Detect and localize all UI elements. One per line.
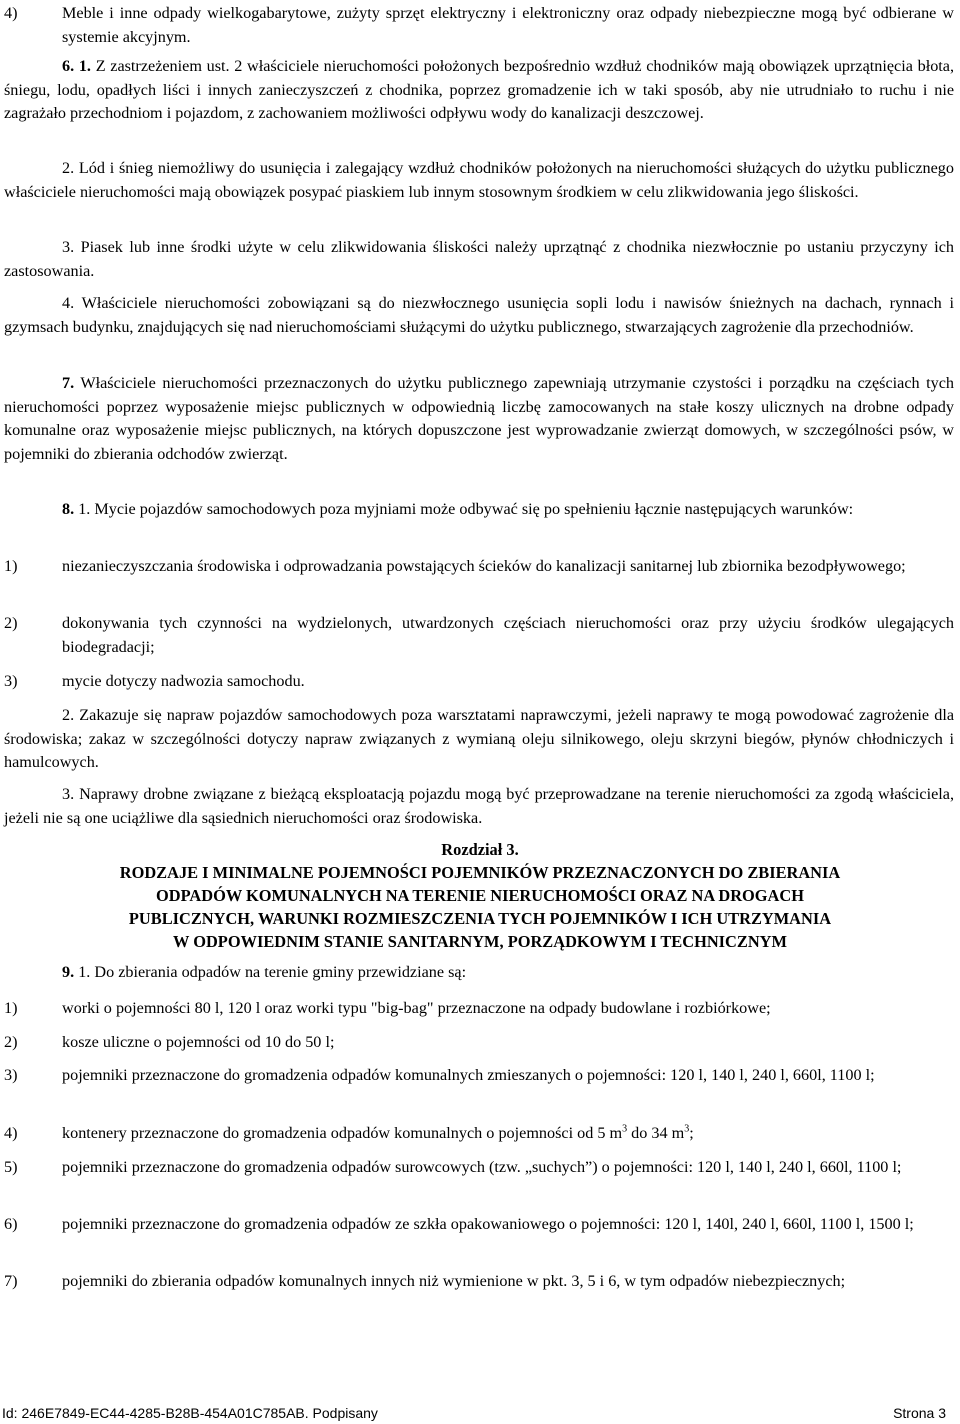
item-number: 6) (4, 1215, 18, 1233)
page-footer (0, 1404, 946, 1424)
document-id: Id: 246E7849-EC44-4285-B28B-454A01C785AB. Podpisany (2, 1405, 378, 1421)
paragraph-text: Lód i śnieg niemożliwy do usunięcia i zalegający wzdłuż chodników położonych na nieruchomości służących do użytku publicznego właściciele nieruchomości mają obowiązek posypać piaskiem lub innym stosownym środkiem w celu zlikwidowania jego śliskości. (4, 159, 954, 201)
item-number: 1) (4, 999, 18, 1017)
item-number: 4) (4, 1124, 18, 1142)
item-text: Meble i inne odpady wielkogabarytowe, zużyty sprzęt elektryczny i elektroniczny oraz odpady niebezpieczne mogą być odbierane w systemie akcyjnym. (62, 4, 954, 46)
item-number: 1) (4, 557, 18, 575)
item-number: 5) (4, 1158, 18, 1176)
list-item (4, 997, 954, 1021)
paragraph-6-3 (4, 236, 954, 283)
paragraph-subnumber: 1. (78, 963, 91, 981)
item-number: 4) (4, 4, 18, 22)
list-item (4, 2, 954, 49)
paragraph-6-1 (4, 55, 954, 126)
paragraph-number: 8. (62, 500, 75, 518)
paragraph-subnumber: 1. (78, 500, 91, 518)
paragraph-number: 9. (62, 963, 75, 981)
item-number: 3) (4, 672, 18, 690)
paragraph-9-1 (4, 961, 954, 985)
item-text: niezanieczyszczania środowiska i odprowadzania powstających ścieków do kanalizacji sanitarnej lub zbiornika bezodpływowego; (62, 557, 906, 575)
paragraph-number: 7. (62, 374, 75, 392)
chapter-title: Rozdział 3. (441, 840, 519, 859)
list-item (4, 612, 954, 659)
item-text: kontenery przeznaczone do gromadzenia odpadów komunalnych o pojemności od 5 $m^3$ do 34 $m^3$; (62, 1123, 694, 1142)
page-number: Strona 3 (893, 1405, 946, 1421)
paragraph-number: 3. (62, 785, 75, 803)
paragraph-number: 6. 1. (62, 57, 91, 75)
item-text: kosze uliczne o pojemności od 10 do 50 l; (62, 1033, 335, 1051)
paragraph-8-3 (4, 783, 954, 830)
list-item (4, 555, 954, 579)
paragraph-6-2 (4, 157, 954, 204)
paragraph-text: Naprawy drobne związane z bieżącą eksploatacją pojazdu mogą być przeprowadzane na terenie nieruchomości za zgodą właściciela, jeżeli nie są one uciążliwe dla sąsiednich nieruchomości oraz środowiska. (4, 785, 954, 827)
paragraph-6-4 (4, 292, 954, 339)
paragraph-text: Właściciele nieruchomości zobowiązani są do niezwłocznego usunięcia sopli lodu i nawisów śnieżnych na dachach, rynnach i gzymsach budynku, znajdujących się nad nieruchomościami służącymi do użytku publicznego, stwarzających zagrożenie dla przechodniów. (4, 294, 954, 336)
item-number: 2) (4, 614, 18, 632)
item-number: 7) (4, 1272, 18, 1290)
paragraph-8-1 (4, 498, 954, 522)
paragraph-text: Zakazuje się napraw pojazdów samochodowych poza warsztatami naprawczymi, jeżeli naprawy te mogą powodować zagrożenie dla środowiska; zakaz w szczególności dotyczy napraw związanych z wymianą oleju silnikowego, oleju skrzyni biegów, płynów chłodniczych i hamulcowych. (4, 706, 955, 771)
list-item (4, 1031, 954, 1055)
paragraph-text: Mycie pojazdów samochodowych poza myjniami może odbywać się po spełnieniu łącznie następujących warunków: (94, 500, 854, 518)
item-text: pojemniki przeznaczone do gromadzenia odpadów ze szkła opakowaniowego o pojemności: 120 l, 140l, 240 l, 660l, 1100 l, 1500 l; (62, 1215, 914, 1233)
paragraph-number: 2. (62, 159, 75, 177)
item-text: mycie dotyczy nadwozia samochodu. (62, 672, 305, 690)
item-text: pojemniki przeznaczone do gromadzenia odpadów surowcowych (tzw. „suchych”) o pojemności: 120 l, 140 l, 240 l, 660l, 1100 l; (62, 1158, 902, 1176)
paragraph-text: Właściciele nieruchomości przeznaczonych do użytku publicznego zapewniają utrzymanie czystości i porządku na częściach tych nieruchomości poprzez wyposażenie miejsc publicznych w odpowiednią liczbę zamocowanych na stałe koszy ulicznych na drobne odpady komunalne oraz wyposażenie miejsc publicznych, na których dopuszczone jest wyprowadzanie zwierząt domowych, w szczególności psów, w pojemniki do zbierania odchodów zwierząt. (4, 374, 954, 463)
list-item (4, 1213, 954, 1237)
list-item (4, 1064, 954, 1088)
item-text: worki o pojemności 80 l, 120 l oraz worki typu "big-bag" przeznaczone na odpady budowlane i rozbiórkowe; (62, 999, 771, 1017)
paragraph-8-2 (4, 704, 954, 775)
chapter-heading-line: PUBLICZNYCH, WARUNKI ROZMIESZCZENIA TYCH POJEMNIKÓW I ICH UTRZYMANIA (128, 909, 832, 928)
paragraph-number: 4. (62, 294, 75, 312)
list-item (4, 1156, 954, 1180)
paragraph-text: Piasek lub inne środki użyte w celu zlikwidowania śliskości należy uprzątnąć z chodnika niezwłocznie po ustaniu przyczyny ich zastosowania. (4, 238, 955, 280)
list-item (4, 1122, 954, 1146)
paragraph-text: Do zbierania odpadów na terenie gminy przewidziane są: (94, 963, 467, 981)
paragraph-7 (4, 372, 954, 466)
paragraph-number: 2. (62, 706, 75, 724)
item-number: 3) (4, 1066, 18, 1084)
item-text: pojemniki przeznaczone do gromadzenia odpadów komunalnych zmieszanych o pojemności: 120 l, 140 l, 240 l, 660l, 1100 l; (62, 1066, 875, 1084)
paragraph-text: Z zastrzeżeniem ust. 2 właściciele nieruchomości położonych bezpośrednio wzdłuż chodników mają obowiązek uprzątnięcia błota, śniegu, lodu, opadłych liści i innych zanieczyszczeń z chodnika, poprzez gromadzenie ich w taki sposób, aby nie utrudniało to ruchu i nie zagrażało przechodniom i pojazdom, z zachowaniem możliwości odpływu wody do kanalizacji deszczowej. (4, 57, 955, 122)
item-text: dokonywania tych czynności na wydzielonych, utwardzonych częściach nieruchomości oraz przy użyciu środków ulegających biodegradacji; (62, 614, 954, 656)
chapter-heading-line: RODZAJE I MINIMALNE POJEMNOŚCI POJEMNIKÓW PRZEZNACZONYCH DO ZBIERANIA (119, 863, 841, 882)
paragraph-number: 3. (62, 238, 75, 256)
list-item (4, 1270, 954, 1294)
chapter-heading-line: ODPADÓW KOMUNALNYCH NA TERENIE NIERUCHOMOŚCI ORAZ NA DROGACH (156, 886, 804, 905)
item-number: 2) (4, 1033, 18, 1051)
item-text: pojemniki do zbierania odpadów komunalnych innych niż wymienione w pkt. 3, 5 i 6, w tym odpadów niebezpiecznych; (62, 1272, 846, 1290)
list-item (4, 670, 954, 694)
chapter-heading-line: W ODPOWIEDNIM STANIE SANITARNYM, PORZĄDKOWYM I TECHNICZNYM (173, 932, 787, 951)
